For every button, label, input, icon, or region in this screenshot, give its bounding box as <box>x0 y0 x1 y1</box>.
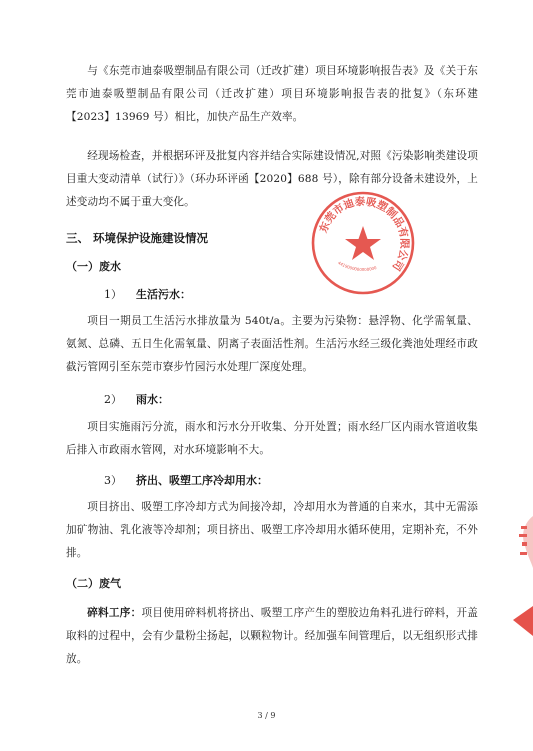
paragraph-cooling-water: 项目挤出、吸塑工序冷却方式为间接冷却，冷却用水为普通的自来水，其中无需添加矿物油、乳化液等冷却剂；项目挤出、吸塑工序冷却用水循环使用，定期补充，不外排。 <box>66 501 478 559</box>
company-seal <box>310 190 416 296</box>
edge-seal-fragment-icon <box>507 516 533 568</box>
item-number: 1） <box>104 288 122 301</box>
item-cooling-water <box>104 471 268 491</box>
item-title: 生活污水： <box>136 288 191 301</box>
item-title: 挤出、吸塑工序冷却用水： <box>136 474 268 487</box>
item-number: 2） <box>104 393 122 406</box>
edge-seal-fragment-icon <box>507 606 533 636</box>
paragraph-crushing <box>66 602 478 671</box>
paragraph-comparison: 与《东莞市迪泰吸塑制品有限公司（迁改扩建）项目环境影响报告表》及《关于东莞市迪泰吸塑制品有限公司（迁改扩建）项目环境影响报告表的批复》（东环建【2023】13969 号）相比，加快产品生产效率。 <box>66 65 478 123</box>
paragraph-rainwater: 项目实施雨污分流，雨水和污水分开收集、分开处置；雨水经厂区内雨水管道收集后排入市政雨水管网，对水环境影响不大。 <box>66 421 478 456</box>
paragraph-domestic-sewage: 项目一期员工生活污水排放量为 540t/a。主要为污染物：悬浮物、化学需氧量、氨氮、总磷、五日生化需氧量、阴离子表面活性剂。生活污水经三级化粪池处理经市政截污管网引至东莞市寮步竹园污水处理厂深度处理。 <box>66 315 478 373</box>
crushing-text: 项目使用碎料机将挤出、吸塑工序产生的塑胶边角料孔进行碎料，开盖取料的过程中，会有少量粉尘扬起，以颗粒物计。经加强车间管理后，以无组织形式排放。 <box>66 607 478 665</box>
seal-star-icon <box>345 226 381 260</box>
item-domestic-sewage <box>104 285 191 305</box>
item-rainwater <box>104 390 169 410</box>
paragraph-inspection: 经现场检查，并根据环评及批复内容并结合实际建设情况,对照《污染影响类建设项目重大变动清单（试行）》（环办环评函【2020】688 号），除有部分设备未建设外，上述变动均不属于重大变化。 <box>66 150 478 208</box>
crushing-label: 碎料工序： <box>87 607 142 619</box>
subsection-wastewater: （一）废水 <box>66 260 121 273</box>
item-number: 3） <box>104 474 122 487</box>
item-title: 雨水： <box>136 393 169 406</box>
page-number: 3 / 9 <box>257 711 276 720</box>
subsection-exhaust-gas: （二）废气 <box>66 577 121 590</box>
seal-code-text: 4419000000000000 <box>337 260 378 273</box>
section-heading-3: 三、 环境保护设施建设情况 <box>66 231 209 245</box>
seal-company-text: 东莞市迪泰吸塑制品有限公司 <box>317 195 411 273</box>
